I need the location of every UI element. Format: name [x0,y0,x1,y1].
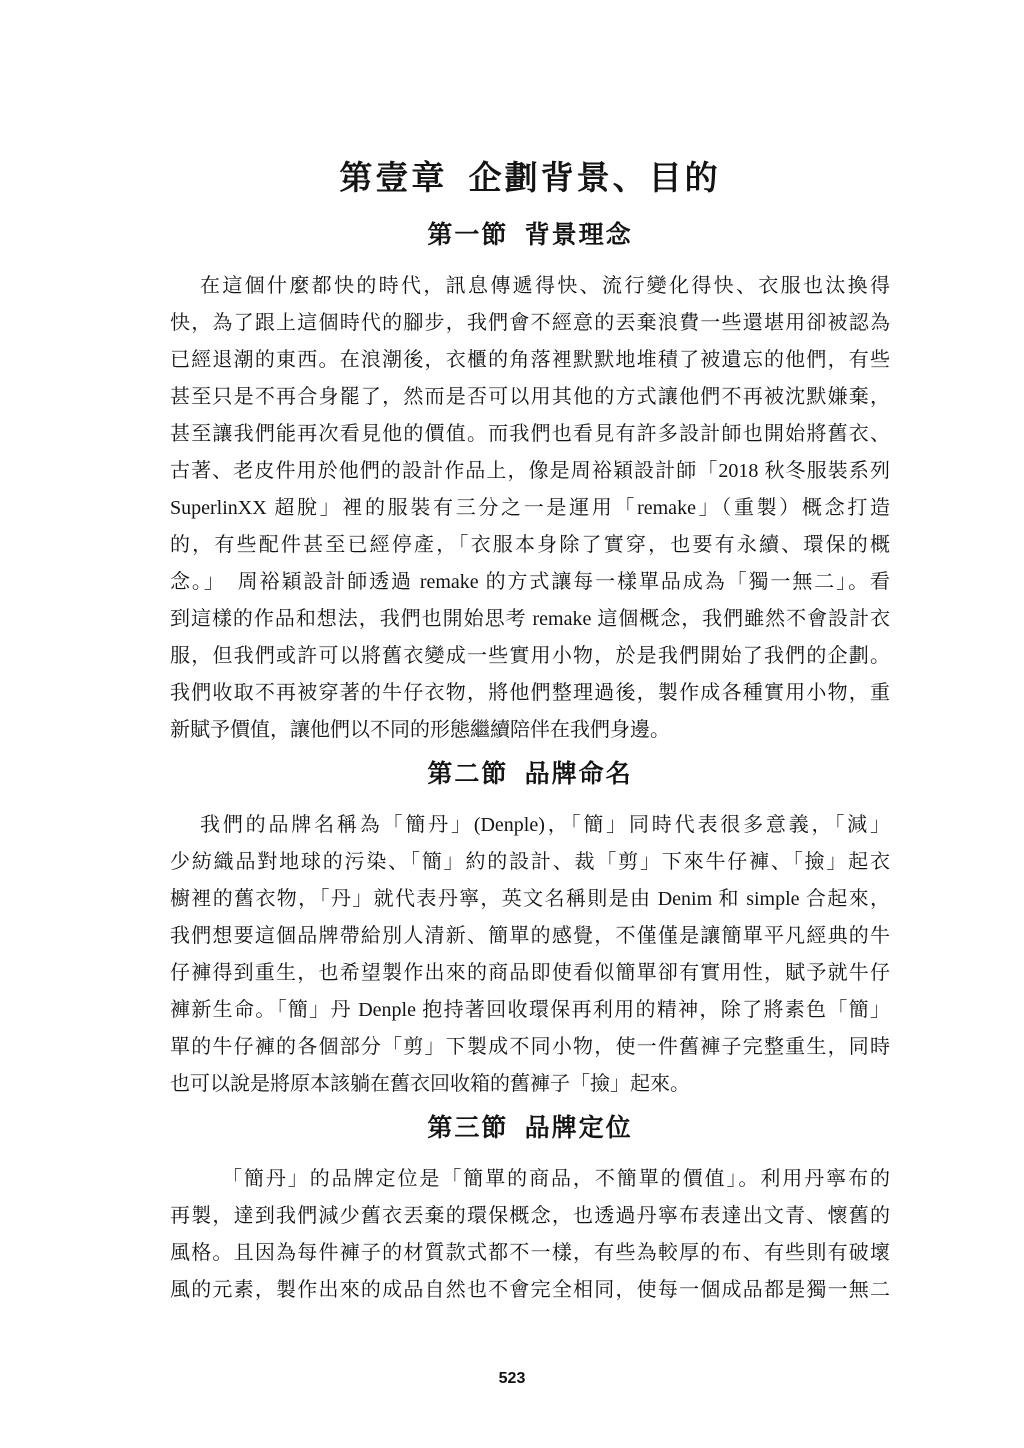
text-line: 風的元素，製作出來的成品自然也不會完全相同，使每一個成品都是獨一無二 [170,1279,890,1301]
text-line: 風格。且因為每件褲子的材質款式都不一樣，有些為較厚的布、有些則有破壞 [170,1242,890,1264]
chapter-title: 第壹章 企劃背景、目的 [339,161,721,197]
text-line: 櫥裡的舊衣物，「丹」就代表丹寧，英文名稱則是由 Denim 和 simple 合起來， [170,888,890,910]
text-line: 新賦予價值，讓他們以不同的形態繼續陪伴在我們身邊。 [170,719,670,741]
section-brand-positioning [170,1111,890,1309]
page-number: 523 [498,1370,526,1387]
text-line: 我們想要這個品牌帶給別人清新、簡單的感覺，不僅僅是讓簡單平凡經典的牛 [170,925,890,947]
text-line: 古著、老皮件用於他們的設計作品上，像是周裕穎設計師「2018 秋冬服裝系列 [170,460,890,482]
text-line: 服，但我們或許可以將舊衣變成一些實用小物，於是我們開始了我們的企劃。 [170,645,890,667]
text-line: 也可以說是將原本該躺在舊衣回收箱的舊褲子「撿」起來。 [170,1073,690,1095]
text-line: 甚至只是不再合身罷了，然而是否可以用其他的方式讓他們不再被沈默嫌棄， [170,386,890,408]
text-line: 仔褲得到重生，也希望製作出來的商品即使看似簡單卻有實用性，賦予就牛仔 [170,962,890,984]
text-line: SuperlinXX 超脫」裡的服裝有三分之一是運用「remake」（重製）概念打造 [170,497,890,519]
section-1-heading: 第一節 背景理念 [427,222,633,249]
text-line: 在這個什麼都快的時代，訊息傳遞得快、流行變化得快、衣服也汰換得 [200,275,890,297]
text-line: 甚至讓我們能再次看見他的價值。而我們也看見有許多設計師也開始將舊衣、 [170,423,890,445]
text-line: 再製，達到我們減少舊衣丟棄的環保概念，也透過丹寧布表達出文青、懷舊的 [170,1205,890,1227]
text-line: 快，為了跟上這個時代的腳步，我們會不經意的丟棄浪費一些還堪用卻被認為 [170,312,890,334]
section-2-heading: 第二節 品牌命名 [427,761,633,788]
text-line: 我們收取不再被穿著的牛仔衣物，將他們整理過後，製作成各種實用小物，重 [170,682,890,704]
text-line: 少紡織品對地球的污染、「簡」約的設計、裁「剪」下來牛仔褲、「撿」起衣 [170,851,890,873]
section-3-heading: 第三節 品牌定位 [427,1115,633,1142]
text-line: 單的牛仔褲的各個部分「剪」下製成不同小物，使一件舊褲子完整重生，同時 [170,1036,890,1058]
text-line: 褲新生命。「簡」丹 Denple 抱持著回收環保再利用的精神，除了將素色「簡」 [170,999,890,1021]
page-content [170,156,890,1309]
section-brand-naming [170,757,890,1103]
text-line: 我們的品牌名稱為「簡丹」(Denple)，「簡」同時代表很多意義，「減」 [200,814,890,836]
text-line: 念。」 周裕穎設計師透過 remake 的方式讓每一樣單品成為「獨一無二」。看 [170,571,890,593]
text-line: 的，有些配件甚至已經停產，「衣服本身除了實穿，也要有永續、環保的概 [170,534,890,556]
text-line: 已經退潮的東西。在浪潮後，衣櫃的角落裡默默地堆積了被遺忘的他們，有些 [170,349,890,371]
section-background [170,218,890,749]
text-line: 到這樣的作品和想法，我們也開始思考 remake 這個概念，我們雖然不會設計衣 [170,608,890,630]
text-line: 「簡丹」的品牌定位是「簡單的商品，不簡單的價值」。利用丹寧布的 [222,1168,890,1190]
